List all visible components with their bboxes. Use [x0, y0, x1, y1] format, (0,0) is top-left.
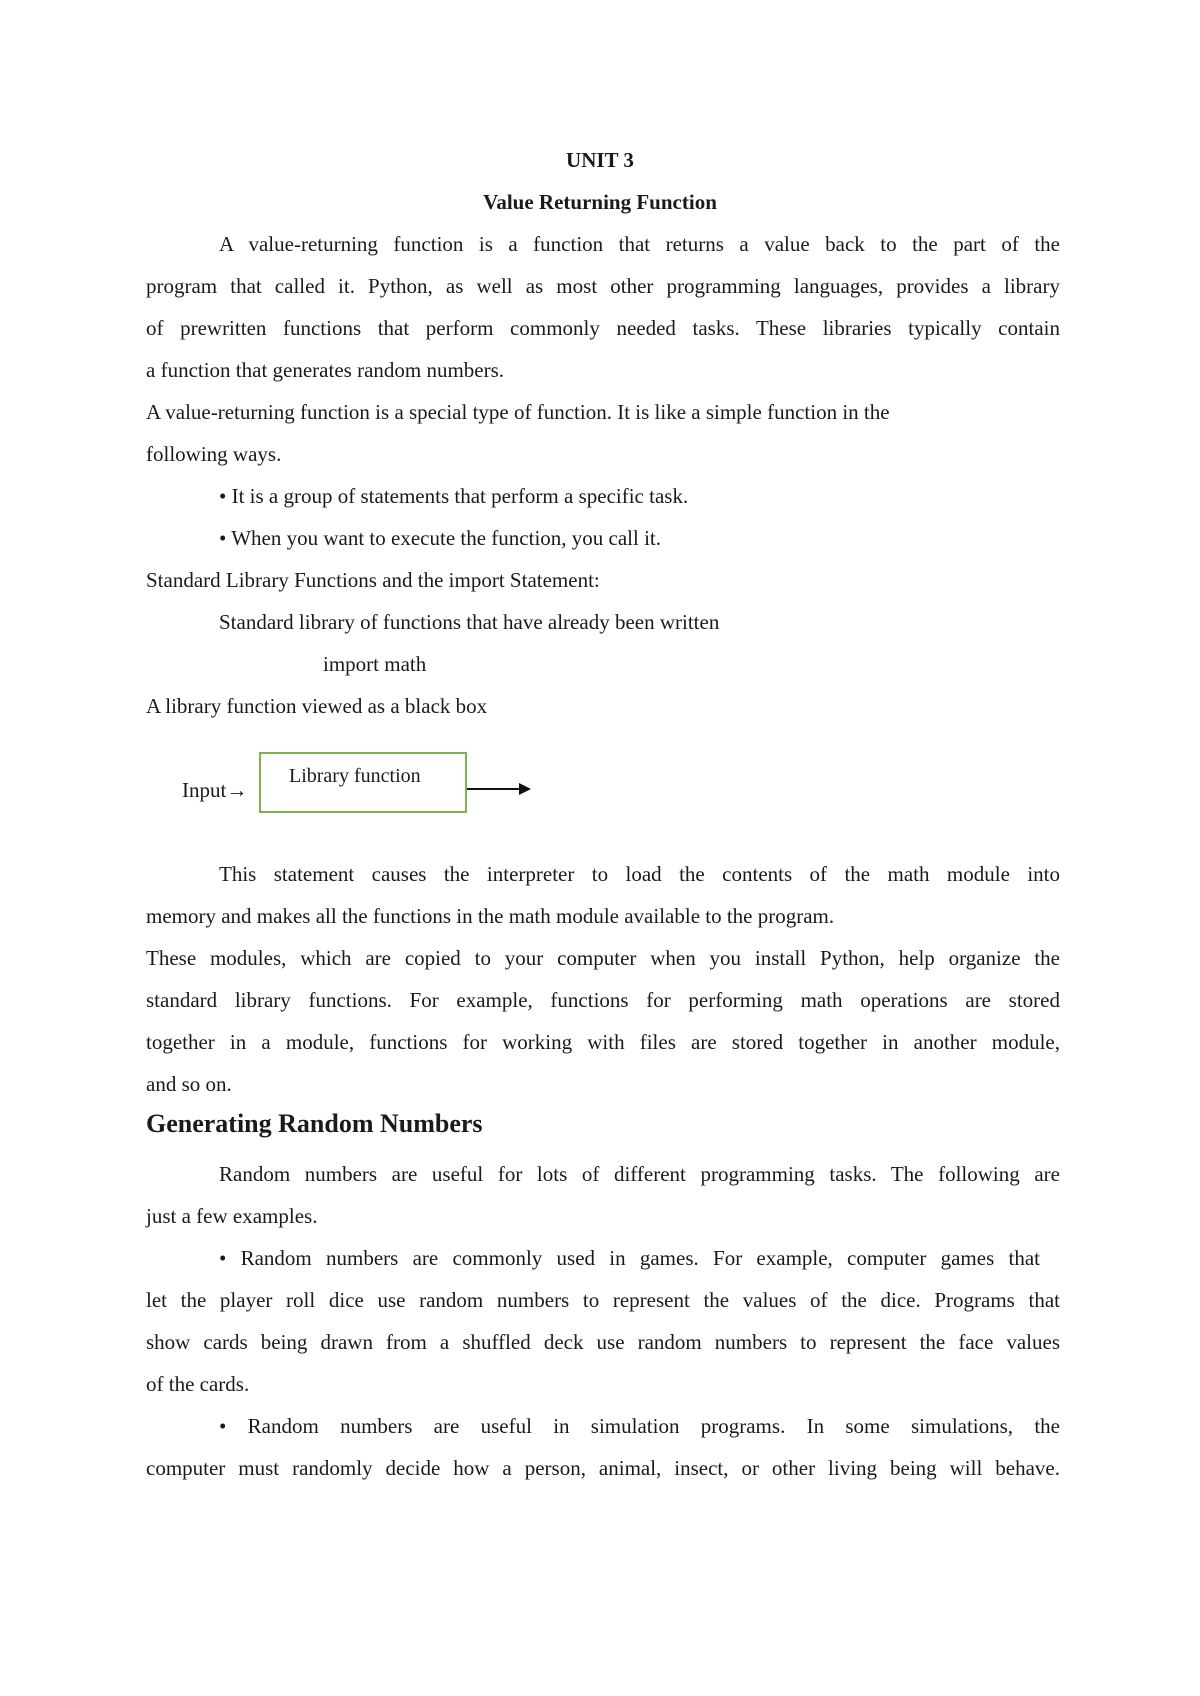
- paragraph-line: show cards being drawn from a shuffled deck use random numbers to represent the face values: [146, 1330, 1060, 1354]
- library-function-box: [259, 752, 467, 813]
- paragraph-line: Random numbers are useful for lots of different programming tasks. The following are: [219, 1162, 1060, 1186]
- bullet-item: • It is a group of statements that perform a specific task.: [219, 484, 689, 508]
- paragraph-line: of the cards.: [146, 1372, 250, 1396]
- paragraph-line: program that called it. Python, as well as most other programming languages, provides a library: [146, 274, 1060, 298]
- bullet-item: • Random numbers are useful in simulation programs. In some simulations, the: [219, 1414, 1060, 1438]
- library-function-label: Library function: [289, 765, 421, 787]
- paragraph-line: These modules, which are copied to your computer when you install Python, help organize the: [146, 946, 1060, 970]
- paragraph-line: together in a module, functions for working with files are stored together in another module,: [146, 1030, 1060, 1054]
- bullet-item: • Random numbers are commonly used in games. For example, computer games that: [219, 1246, 1040, 1270]
- paragraph-line: let the player roll dice use random numbers to represent the values of the dice. Programs that: [146, 1288, 1060, 1312]
- paragraph-line: just a few examples.: [146, 1204, 318, 1228]
- section-heading-random: Generating Random Numbers: [146, 1109, 483, 1138]
- bullet-item: • When you want to execute the function, you call it.: [219, 526, 662, 550]
- code-line: import math: [323, 652, 427, 676]
- diagram-input-label: Input→: [182, 778, 248, 802]
- paragraph-line: standard library functions. For example, functions for performing math operations are stored: [146, 988, 1060, 1012]
- paragraph-line: Standard library of functions that have already been written: [219, 610, 720, 634]
- paragraph-line: of prewritten functions that perform commonly needed tasks. These libraries typically contain: [146, 316, 1060, 340]
- arrow-right-icon: [519, 783, 531, 795]
- paragraph-line: A value-returning function is a special type of function. It is like a simple function in the: [146, 400, 890, 424]
- paragraph-line: a function that generates random numbers.: [146, 358, 505, 382]
- paragraph-line: A value-returning function is a function that returns a value back to the part of the: [219, 232, 1060, 256]
- section-heading: Standard Library Functions and the import Statement:: [146, 568, 600, 592]
- paragraph-line: and so on.: [146, 1072, 232, 1096]
- paragraph-line: A library function viewed as a black box: [146, 694, 488, 718]
- page-title: Value Returning Function: [483, 190, 717, 214]
- paragraph-line: following ways.: [146, 442, 282, 466]
- paragraph-line: memory and makes all the functions in the math module available to the program.: [146, 904, 835, 928]
- paragraph-line: computer must randomly decide how a person, animal, insect, or other living being will behave.: [146, 1456, 1060, 1480]
- unit-label: UNIT 3: [566, 148, 634, 172]
- paragraph-line: This statement causes the interpreter to load the contents of the math module into: [219, 862, 1060, 886]
- output-arrow-line: [467, 788, 523, 790]
